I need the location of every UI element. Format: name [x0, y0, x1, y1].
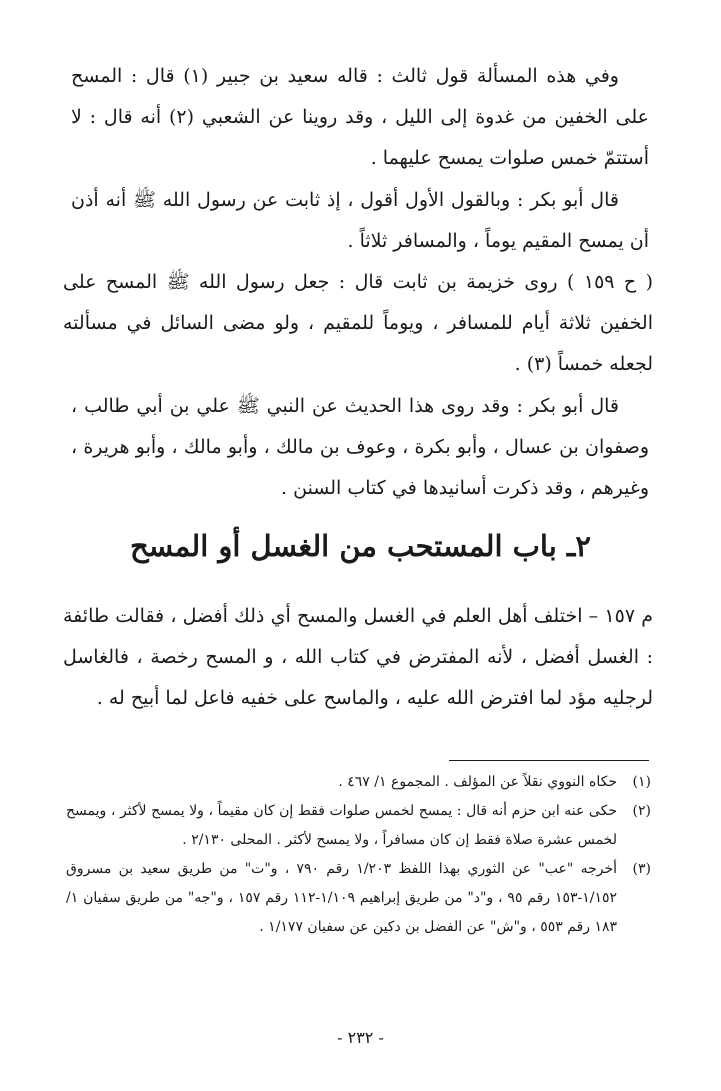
- chapter-heading: ٢ـ باب المستحب من الغسل أو المسح: [130, 529, 591, 563]
- paragraph-third-opinion: وفي هذه المسألة قول ثالث : قاله سعيد بن جبير (١) قال : المسح على الخفين من غدوة إلى الليل ، وقد روينا عن الشعبي (٢) أنه قال : لا أستتمّ خمس صلوات يمسح عليهما .: [71, 65, 649, 169]
- hadith-159-paragraph: ( ح ١٥٩ ) روى خزيمة بن ثابت قال : جعل رسول الله ﷺ المسح على الخفين ثلاثة أيام للمسافر ، ويوماً للمقيم ، ولو مضى السائل في مسألته لجعله خمساً (٣) .: [63, 271, 653, 375]
- footnote-1: [66, 768, 651, 797]
- issue-157-paragraph: م ١٥٧ – اختلف أهل العلم في الغسل والمسح أي ذلك أفضل ، فقالت طائفة : الغسل أفضل ، لأنه المفترض في كتاب الله ، و المسح رخصة ، فالغاسل لرجليه مؤد لما افترض الله عليه ، والماسح على خفيه فاعل لما أبيح له .: [63, 605, 654, 709]
- footnote-3: [66, 855, 651, 942]
- page-number: - ٢٣٢ -: [337, 1028, 384, 1047]
- footnote-number: (٣): [632, 861, 651, 877]
- footnote-number: (٢): [632, 803, 651, 819]
- footnote-separator: [449, 760, 649, 761]
- paragraph-abu-bakr-opinion: قال أبو بكر : وبالقول الأول أقول ، إذ ثابت عن رسول الله ﷺ أنه أذن أن يمسح المقيم يوماً ، والمسافر ثلاثاً .: [71, 189, 649, 252]
- footnote-2: [66, 797, 651, 855]
- paragraph-hadith-narrators: قال أبو بكر : وقد روى هذا الحديث عن النبي ﷺ علي بن أبي طالب ، وصفوان بن عسال ، وأبو بكرة ، وعوف بن مالك ، وأبو مالك ، وأبو هريرة ، وغيرهم ، وقد ذكرت أسانيدها في كتاب السنن .: [71, 395, 649, 499]
- footnotes: [66, 768, 651, 942]
- footnote-number: (١): [632, 774, 651, 790]
- footnote-text: أخرجه "عب" عن الثوري بهذا اللفظ ١/٢٠٣ رقم ٧٩٠ ، و"ت" من طريق سعيد بن مسروق ١/١٥٢-١٥٣ رقم ٩٥ ، و"د" من طريق إبراهيم ١/١٠٩-١١٢ رقم ١٥٧ ، و"جه" من طريق سفيان ١/ ١٨٣ رقم ٥٥٣ ، و"ش" عن الفضل بن دكين عن سفيان ١/١٧٧ .: [66, 861, 618, 935]
- footnote-text: حكى عنه ابن حزم أنه قال : يمسح لخمس صلوات فقط إن كان مقيماً ، ولا يمسح لأكثر ، ويمسح لخمس عشرة صلاة فقط إن كان مسافراً ، ولا يمسح لأكثر . المحلى ٢/١٣٠ .: [66, 803, 617, 848]
- footnote-text: حكاه النووي نقلاً عن المؤلف . المجموع ١/ ٤٦٧ .: [338, 774, 617, 790]
